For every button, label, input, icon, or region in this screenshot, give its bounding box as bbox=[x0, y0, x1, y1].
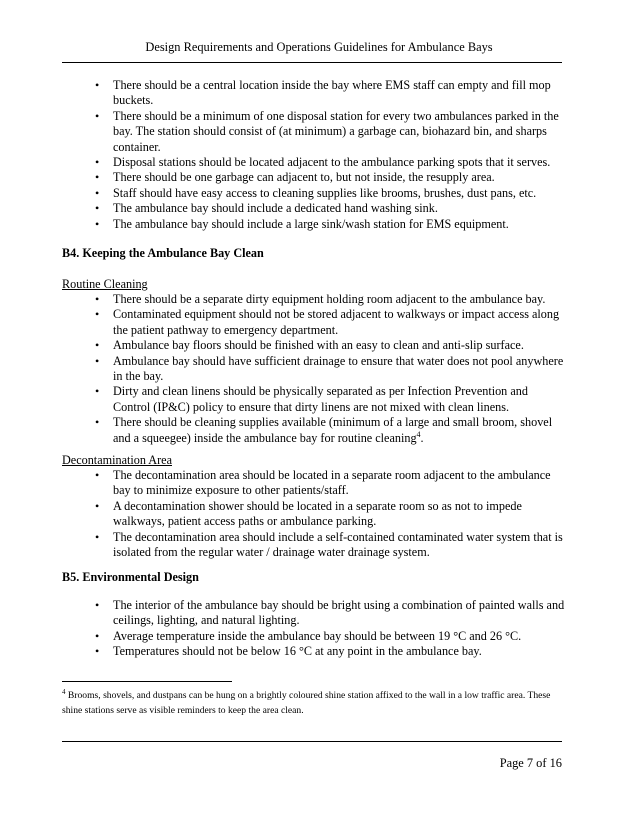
list-item: • The ambulance bay should include a large sink/wash station for EMS equipment. bbox=[95, 217, 565, 232]
list-item-end: . bbox=[420, 430, 424, 445]
list-item: • Ambulance bay floors should be finished with an easy to clean and anti-slip surface. bbox=[95, 338, 565, 353]
list-item: • Ambulance bay should have sufficient drainage to ensure that water does not pool anywhere in the bay. bbox=[95, 354, 565, 385]
list-item: • The ambulance bay should include a dedicated hand washing sink. bbox=[95, 201, 565, 216]
page-number: Page 7 of 16 bbox=[499, 756, 562, 770]
list-item: • The decontamination area should be located in a separate room adjacent to the ambulance bay to minimize exposure to other patients/staff. bbox=[95, 468, 565, 499]
section-heading-b4: B4. Keeping the Ambulance Bay Clean bbox=[62, 246, 264, 260]
footnote-text: Brooms, shovels, and dustpans can be hung on a brightly coloured shine station affixed to the wall in a low traffic area. These shine stations serve as visible reminders to keep the area clean. bbox=[62, 690, 551, 716]
section-heading-b5: B5. Environmental Design bbox=[62, 570, 199, 584]
list-item: • Disposal stations should be located adjacent to the ambulance parking spots that it serves. bbox=[95, 155, 565, 170]
list-item: • There should be a separate dirty equipment holding room adjacent to the ambulance bay. bbox=[95, 292, 565, 307]
running-header: Design Requirements and Operations Guidelines for Ambulance Bays bbox=[145, 40, 493, 54]
list-item: • Staff should have easy access to cleaning supplies like brooms, brushes, dust pans, etc. bbox=[95, 186, 565, 201]
list-item-text: There should be cleaning supplies available (minimum of a large and small broom, shovel and a squeegee) inside the ambulance bay for routine cleaning bbox=[113, 415, 553, 445]
footnote bbox=[62, 688, 562, 718]
footnote-separator bbox=[62, 681, 232, 682]
list-item: • Dirty and clean linens should be physically separated as per Infection Prevention and Control (IP&C) policy to ensure that dirty linens are not mixed with clean linens. bbox=[95, 384, 565, 415]
footer-rule bbox=[62, 741, 562, 742]
footnote-reference: 4 bbox=[416, 429, 421, 439]
list-item: • The decontamination area should include a self-contained contaminated water system that is isolated from the regular water / drainage water drainage system. bbox=[95, 530, 565, 561]
list-item: • Contaminated equipment should not be stored adjacent to walkways or impact access along the patient pathway to emergency department. bbox=[95, 307, 565, 338]
list-item: • A decontamination shower should be located in a separate room so as not to impede walkways, patient access paths or ambulance parking. bbox=[95, 499, 565, 530]
list-item: • There should be one garbage can adjacent to, but not inside, the resupply area. bbox=[95, 170, 565, 185]
environmental-design-list bbox=[95, 598, 565, 660]
footnote-number: 4 bbox=[62, 687, 66, 696]
list-item: • Average temperature inside the ambulance bay should be between 19 °C and 26 °C. bbox=[95, 629, 565, 644]
list-item: • There should be a central location inside the bay where EMS staff can empty and fill mop buckets. bbox=[95, 78, 565, 109]
intro-bullet-list bbox=[95, 78, 565, 232]
list-item: • The interior of the ambulance bay should be bright using a combination of painted walls and ceilings, lighting, and natural lighting. bbox=[95, 598, 565, 629]
header-rule bbox=[62, 62, 562, 63]
routine-cleaning-list bbox=[95, 292, 565, 446]
list-item: • There should be a minimum of one disposal station for every two ambulances parked in the bay. The station should consist of (at minimum) a garbage can, biohazard bin, and sharps container. bbox=[95, 109, 565, 155]
list-item bbox=[95, 415, 565, 446]
subheading-decontamination-area: Decontamination Area bbox=[62, 453, 172, 467]
decontamination-list bbox=[95, 468, 565, 560]
list-item: • Temperatures should not be below 16 °C at any point in the ambulance bay. bbox=[95, 644, 565, 659]
subheading-routine-cleaning: Routine Cleaning bbox=[62, 277, 148, 291]
